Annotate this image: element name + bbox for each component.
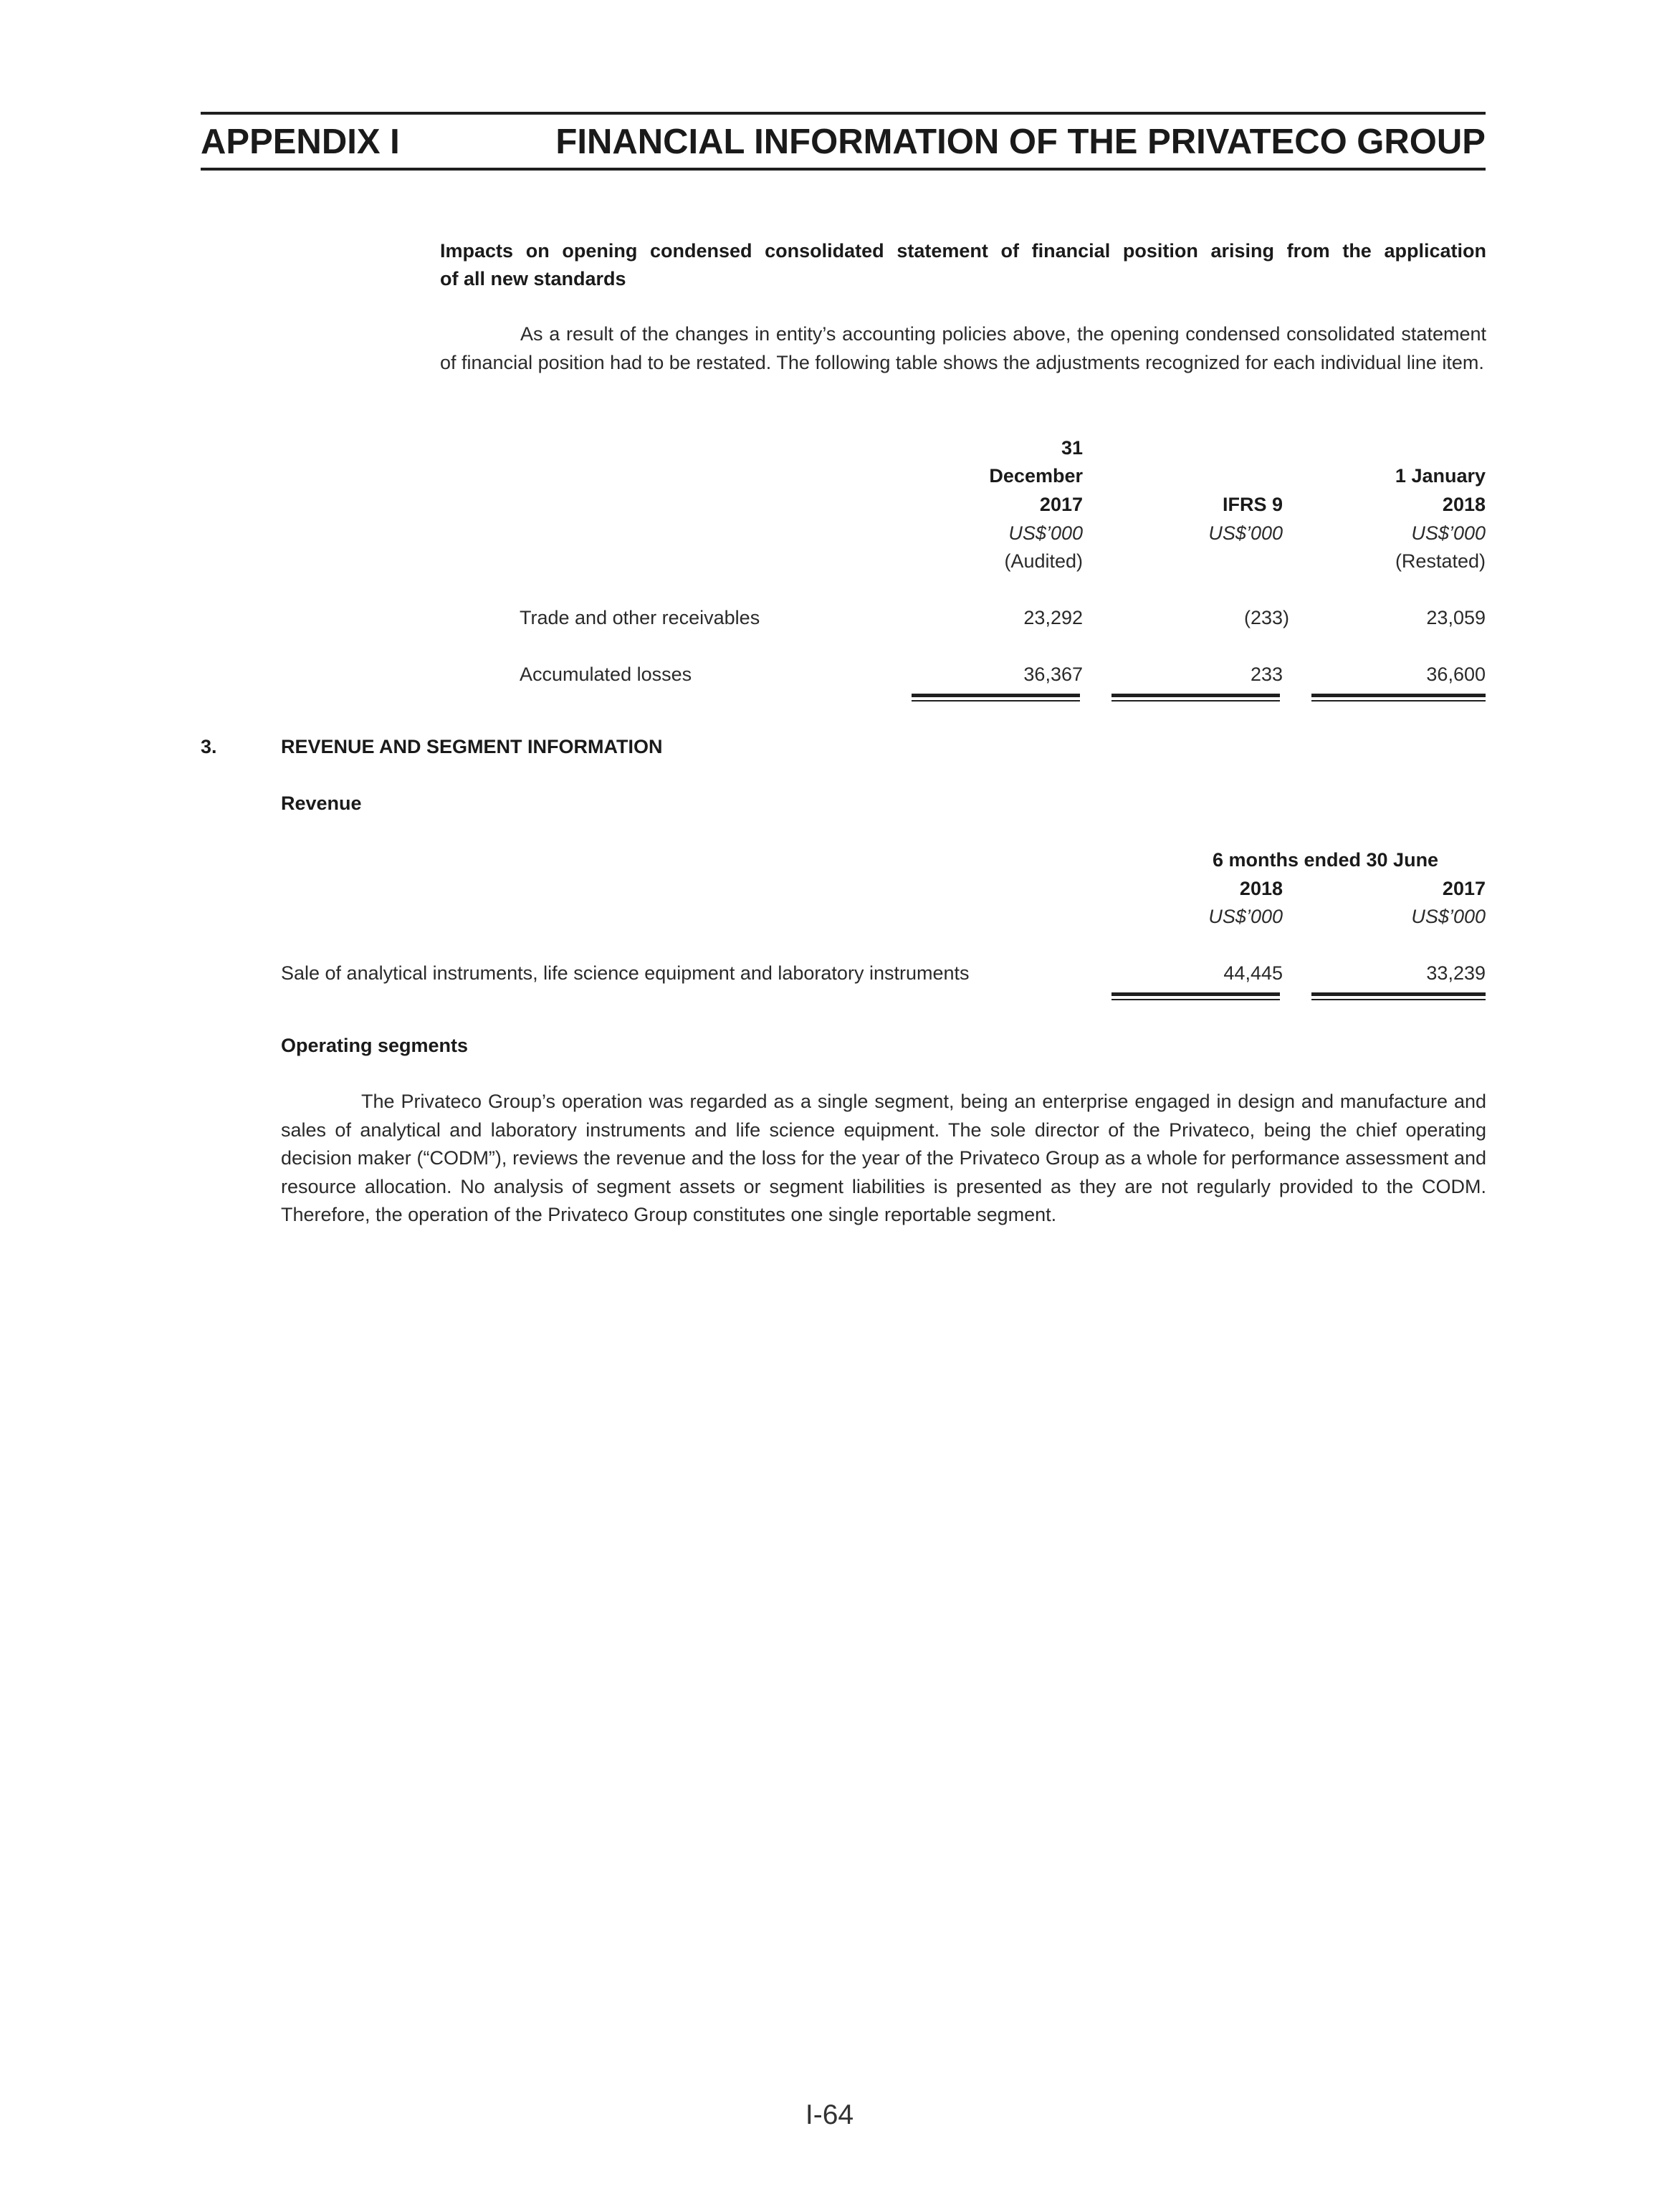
col3-note: (Restated) <box>1395 550 1486 572</box>
revenue-unit-2017: US$’000 <box>1411 906 1486 927</box>
section-title: REVENUE AND SEGMENT INFORMATION <box>281 736 663 757</box>
impacts-heading-line1: Impacts on opening condensed consolidated statement of financial position arising from the application <box>440 240 1486 262</box>
revenue-heading: Revenue <box>281 793 362 814</box>
revenue-unit-2018: US$’000 <box>1208 906 1283 927</box>
row-trade-receivables-label: Trade and other receivables <box>520 607 760 628</box>
impacts-heading-line2: of all new standards <box>440 268 626 289</box>
page-title: FINANCIAL INFORMATION OF THE PRIVATECO GROUP <box>555 123 1486 161</box>
col1-header-line3: 2017 <box>1039 494 1083 515</box>
col3-header-line2: 2018 <box>1442 494 1486 515</box>
revenue-year-2017: 2017 <box>1442 878 1486 899</box>
revenue-row-label: Sale of analytical instruments, life science equipment and laboratory instruments <box>281 962 970 984</box>
table1-total-underline-col3 <box>1311 694 1486 702</box>
page-number: I-64 <box>805 2100 854 2130</box>
row-trade-receivables-col3: 23,059 <box>1426 607 1486 628</box>
revenue-period-header: 6 months ended 30 June <box>1213 849 1439 871</box>
header-top-rule <box>201 112 1486 115</box>
row-accumulated-losses-col1: 36,367 <box>1023 664 1083 685</box>
row-accumulated-losses-col3: 36,600 <box>1426 664 1486 685</box>
row-trade-receivables-col1: 23,292 <box>1023 607 1083 628</box>
operating-segments-paragraph: The Privateco Group’s operation was regarded as a single segment, being an enterprise engaged in design and manufacture and sales of analytical and laboratory instruments and life science equipment. The sole director of the Privateco, being the chief operating decision maker (“CODM”), reviews the revenue and the loss for the year of the Privateco Group as a whole for performance assessment and resource allocation. No analysis of segment assets or segment liabilities is presented as they are not regularly provided to the CODM. Therefore, the operation of the Privateco Group constitutes one single reportable segment. <box>281 1091 1486 1225</box>
col1-header-line1: 31 <box>1061 437 1083 459</box>
revenue-year-2018: 2018 <box>1239 878 1283 899</box>
revenue-underline-2018 <box>1111 992 1280 1000</box>
appendix-label: APPENDIX I <box>201 123 400 161</box>
revenue-underline-2017 <box>1311 992 1486 1000</box>
row-trade-receivables-col2: (233) <box>1243 607 1289 628</box>
col1-note: (Audited) <box>1004 550 1083 572</box>
revenue-row-2017: 33,239 <box>1426 962 1486 984</box>
table1-total-underline-col2 <box>1111 694 1280 702</box>
col2-header-line1: IFRS 9 <box>1222 494 1283 515</box>
row-accumulated-losses-label: Accumulated losses <box>520 664 692 685</box>
col2-unit: US$’000 <box>1208 522 1283 544</box>
impacts-paragraph: As a result of the changes in entity’s accounting policies above, the opening condensed consolidated statement of financial position had to be restated. The following table shows the adjustments recognized for each individual line item. <box>440 323 1486 373</box>
col3-unit: US$’000 <box>1411 522 1486 544</box>
col1-unit: US$’000 <box>1008 522 1083 544</box>
revenue-row-2018: 44,445 <box>1223 962 1283 984</box>
col1-header-line2: December <box>989 465 1083 487</box>
header-bottom-rule <box>201 168 1486 171</box>
section-number: 3. <box>201 736 217 757</box>
table1-total-underline-col1 <box>912 694 1080 702</box>
operating-segments-heading: Operating segments <box>281 1035 469 1056</box>
col3-header-line1: 1 January <box>1395 465 1486 487</box>
row-accumulated-losses-col2: 233 <box>1250 664 1283 685</box>
